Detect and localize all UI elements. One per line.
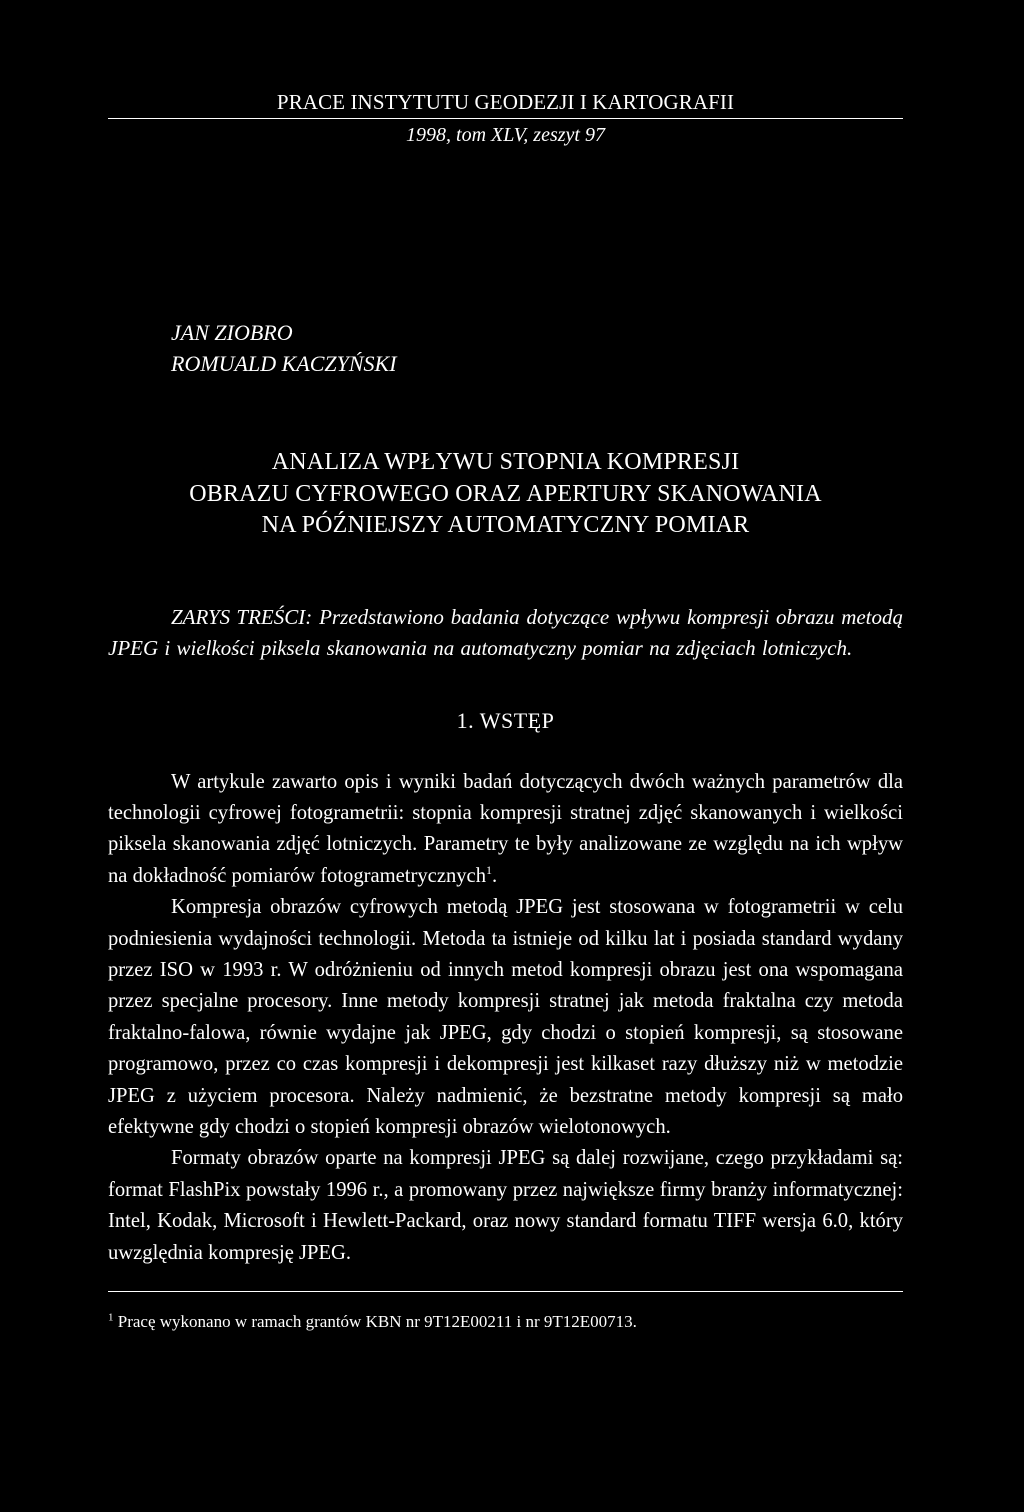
authors — [171, 317, 903, 379]
author-name: JAN ZIOBRO — [171, 320, 293, 345]
footnote-text: Pracę wykonano w ramach grantów KBN nr 9T12E00211 i nr 9T12E00713. — [117, 1312, 637, 1331]
title-line: ANALIZA WPŁYWU STOPNIA KOMPRESJI — [271, 449, 740, 475]
article-title — [108, 447, 903, 542]
body-text — [108, 767, 903, 1270]
paragraph — [108, 767, 903, 893]
title-line: NA PÓŹNIEJSZY AUTOMATYCZNY POMIAR — [261, 512, 750, 538]
section-heading: 1. WSTĘP — [456, 707, 555, 733]
journal-name: PRACE INSTYTUTU GEODEZJI I KARTOGRAFII — [276, 90, 735, 114]
abstract-label: ZARYS TREŚCI: — [171, 604, 313, 629]
paragraph-text: W artykule zawarto opis i wyniki badań dotyczących dwóch ważnych parametrów dla technologii cyfrowej fotogrametrii: stopnia kompresji stratnej zdjęć skanowanych i wielkości piksela skanowania zdjęć lotniczych. Parametry te były analizowane ze względu na ich wpływ na dokładność pomiarów fotogrametrycznych — [108, 770, 903, 887]
abstract-text: Przedstawiono badania dotyczące wpływu kompresji obrazu metodą JPEG i wielkości piksela skanowania na automatyczny pomiar na zdjęciach lotniczych. — [108, 604, 904, 660]
paragraph: Formaty obrazów oparte na kompresji JPEG są dalej rozwijane, czego przykładami są: format FlashPix powstały 1996 r., a promowany przez największe firmy branży informatycznej: Intel, Kodak, Microsoft i Hewlett-Packard, oraz nowy standard formatu TIFF wersja 6.0, który uwzględnia kompresję JPEG. — [108, 1147, 903, 1264]
footnote — [108, 1310, 903, 1334]
author-name: ROMUALD KACZYŃSKI — [171, 351, 397, 376]
footnote-reference[interactable]: 1 — [486, 862, 492, 877]
footnote-mark: 1 — [108, 1311, 114, 1324]
paragraph: Kompresja obrazów cyfrowych metodą JPEG jest stosowana w fotogrametrii w celu podniesienia wydajności technologii. Metoda ta istnieje od kilku lat i posiada standard wydany przez ISO w 1993 r. W odróżnieniu od innych metod kompresji obrazu jest ona wspomagana przez specjalne procesory. Inne metody kompresji stratnej jak metoda fraktalna czy metoda fraktalno-falowa, równie wydajne jak JPEG, gdy chodzi o stopień kompresji, są stosowane programowo, przez co czas kompresji i dekompresji jest kilkaset razy dłuższy niż w metodzie JPEG z użyciem procesora. Należy nadmienić, że bezstratne metody kompresji są mało efektywne gdy chodzi o stopień kompresji obrazów wielotonowych. — [108, 896, 903, 1138]
abstract — [108, 602, 903, 665]
title-line: OBRAZU CYFROWEGO ORAZ APERTURY SKANOWANIA — [189, 480, 822, 507]
paragraph-text-end: . — [492, 864, 498, 887]
article-page — [108, 88, 903, 1334]
footnote-rule — [108, 1291, 903, 1292]
header-rule — [108, 118, 903, 119]
journal-issue: 1998, tom XLV, zeszyt 97 — [406, 124, 605, 146]
